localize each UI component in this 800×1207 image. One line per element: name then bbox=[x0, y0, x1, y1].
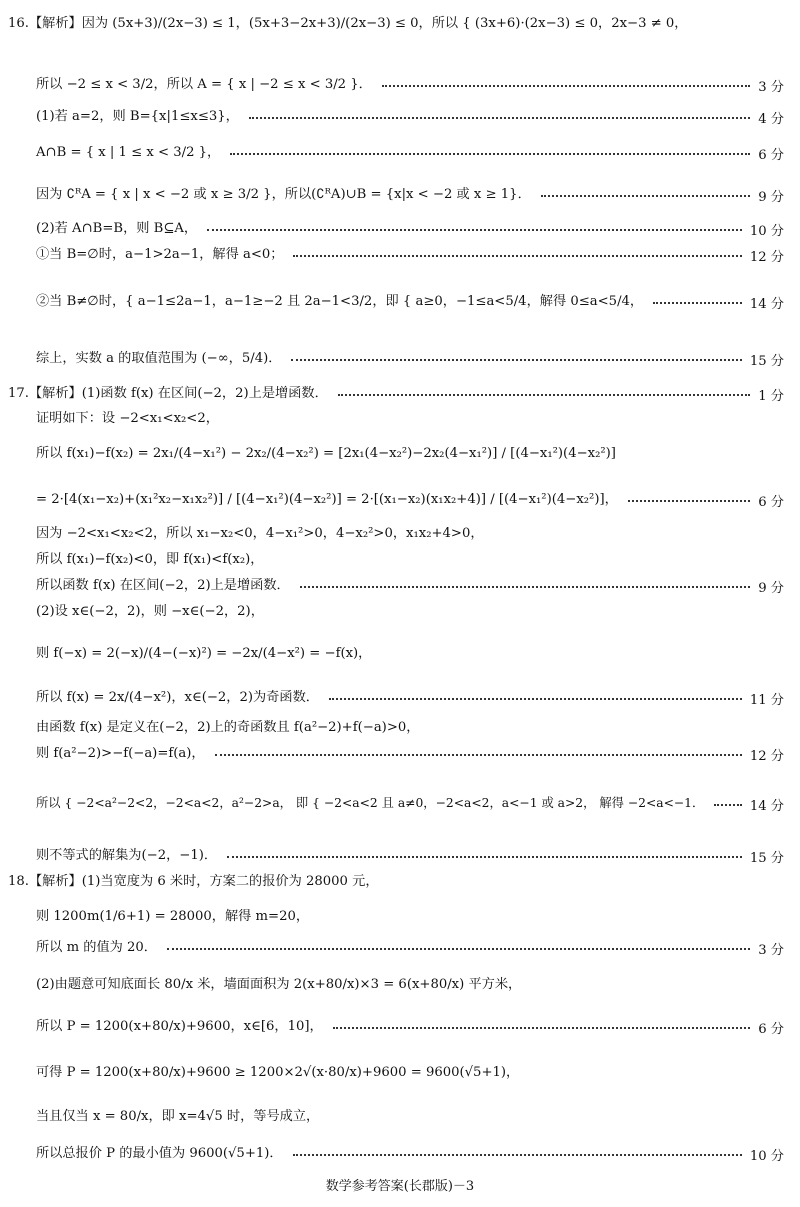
solution-line bbox=[0, 176, 800, 214]
solution-line bbox=[0, 478, 800, 522]
solution-line bbox=[0, 100, 800, 134]
score-mark: 15 分 bbox=[749, 353, 784, 369]
solution-text: (1)若 a=2，则 B={x|1≤x≤3}， bbox=[36, 109, 239, 125]
leader-dots bbox=[215, 754, 742, 756]
solution-line bbox=[0, 432, 800, 476]
solution-text: ①当 B=∅时，a−1>2a−1，解得 a<0； bbox=[36, 247, 284, 263]
leader-dots bbox=[227, 856, 742, 858]
solution-text: 16.【解析】因为 (5x+3)/(2x−3) ≤ 1，(5x+3−2x+3)/(2x−3) ≤ 0，所以 { (3x+6)·(2x−3) ≤ 0，2x−3 ≠ 0， bbox=[8, 16, 688, 32]
score-mark: 10 分 bbox=[749, 1148, 784, 1164]
score-mark: 6 分 bbox=[758, 1021, 784, 1037]
leader-dots bbox=[382, 85, 750, 87]
solution-line bbox=[0, 714, 800, 742]
solution-line bbox=[0, 740, 800, 768]
solution-text: 所以 −2 ≤ x < 3/2，所以 A = { x | −2 ≤ x < 3/2 }． bbox=[36, 77, 372, 93]
solution-text: (2)若 A∩B=B，则 B⊆A， bbox=[36, 221, 198, 237]
solution-line bbox=[0, 598, 800, 626]
solution-line bbox=[0, 1008, 800, 1046]
solution-line bbox=[0, 215, 800, 243]
solution-text: 所以 m 的值为 20． bbox=[36, 940, 157, 956]
solution-text: 18.【解析】(1)当宽度为 6 米时，方案二的报价为 28000 元， bbox=[8, 874, 379, 890]
solution-text: 所以函数 f(x) 在区间(−2，2)上是增函数． bbox=[36, 578, 290, 594]
solution-text: (2)设 x∈(−2，2)，则 −x∈(−2，2)， bbox=[36, 604, 264, 620]
leader-dots bbox=[541, 195, 750, 197]
score-mark: 10 分 bbox=[749, 223, 784, 239]
solution-line bbox=[0, 572, 800, 600]
score-mark: 4 分 bbox=[758, 111, 784, 127]
solution-text: 因为 ∁ᴿA = { x | x < −2 或 x ≥ 3/2 }，所以(∁ᴿA)∪B = {x|x < −2 或 x ≥ 1}． bbox=[36, 187, 531, 203]
solution-text: 所以 f(x₁)−f(x₂)<0，即 f(x₁)<f(x₂)， bbox=[36, 552, 264, 568]
score-mark: 9 分 bbox=[758, 580, 784, 596]
solution-line bbox=[0, 66, 800, 104]
score-mark: 6 分 bbox=[758, 147, 784, 163]
leader-dots bbox=[167, 948, 750, 950]
solution-text: = 2·[4(x₁−x₂)+(x₁²x₂−x₁x₂²)] / [(4−x₁²)(4−x₂²)] = 2·[(x₁−x₂)(x₁x₂+4)] / [(4−x₁²)(4−x₂²)]， bbox=[36, 492, 618, 508]
solution-text: (2)由题意可知底面长 80/x 米，墙面面积为 2(x+80/x)×3 = 6(x+80/x) 平方米， bbox=[36, 977, 522, 993]
score-mark: 14 分 bbox=[749, 296, 784, 312]
solution-line bbox=[0, 934, 800, 962]
solution-line bbox=[0, 1140, 800, 1168]
solution-line bbox=[0, 380, 800, 408]
leader-dots bbox=[329, 698, 742, 700]
leader-dots bbox=[714, 804, 742, 806]
leader-dots bbox=[291, 359, 741, 361]
leader-dots bbox=[293, 255, 741, 257]
solution-text: 所以 f(x₁)−f(x₂) = 2x₁/(4−x₁²) − 2x₂/(4−x₂²) = [2x₁(4−x₂²)−2x₂(4−x₁²)] / [(4−x₁²)(4−x₂²)] bbox=[36, 446, 616, 462]
leader-dots bbox=[293, 1154, 742, 1156]
leader-dots bbox=[333, 1027, 751, 1029]
solution-line bbox=[0, 1054, 800, 1092]
leader-dots bbox=[653, 302, 742, 304]
score-mark: 3 分 bbox=[758, 79, 784, 95]
solution-line bbox=[0, 405, 800, 433]
solution-text: 综上，实数 a 的取值范围为 (−∞，5/4)． bbox=[36, 351, 282, 367]
solution-text: 则 f(−x) = 2(−x)/(4−(−x)²) = −2x/(4−x²) = −f(x)， bbox=[36, 646, 372, 662]
solution-text: 可得 P = 1200(x+80/x)+9600 ≥ 1200×2√(x·80/x)+9600 = 9600(√5+1)， bbox=[36, 1065, 520, 1081]
score-mark: 1 分 bbox=[758, 388, 784, 404]
leader-dots bbox=[628, 500, 750, 502]
page-footer: 数学参考答案(长郡版)－3 bbox=[325, 1179, 475, 1194]
solution-line bbox=[0, 134, 800, 172]
score-mark: 6 分 bbox=[758, 494, 784, 510]
solution-line bbox=[0, 966, 800, 1004]
solution-text: A∩B = { x | 1 ≤ x < 3/2 }， bbox=[36, 145, 221, 161]
solution-text: 所以 f(x) = 2x/(4−x²)，x∈(−2，2)为奇函数． bbox=[36, 690, 319, 706]
solution-line bbox=[0, 842, 800, 870]
solution-text: 所以 { −2<a²−2<2，−2<a<2，a²−2>a， 即 { −2<a<2 且 a≠0，−2<a<2，a<−1 或 a>2， 解得 −2<a<−1． bbox=[36, 796, 705, 810]
solution-line bbox=[0, 632, 800, 676]
solution-line bbox=[0, 898, 800, 936]
solution-text: 则 f(a²−2)>−f(−a)=f(a)， bbox=[36, 746, 205, 762]
solution-text: 则不等式的解集为(−2，−1)． bbox=[36, 848, 218, 864]
score-mark: 3 分 bbox=[758, 942, 784, 958]
solution-text: 所以总报价 P 的最小值为 9600(√5+1)． bbox=[36, 1146, 283, 1162]
solution-line bbox=[0, 520, 800, 548]
solution-text: 由函数 f(x) 是定义在(−2，2)上的奇函数且 f(a²−2)+f(−a)>0， bbox=[36, 720, 420, 736]
solution-text: 当且仅当 x = 80/x，即 x=4√5 时，等号成立， bbox=[36, 1109, 320, 1125]
solution-line bbox=[0, 1098, 800, 1136]
solution-text: 所以 P = 1200(x+80/x)+9600，x∈[6，10]， bbox=[36, 1019, 323, 1035]
leader-dots bbox=[300, 586, 750, 588]
solution-line bbox=[0, 868, 800, 896]
solution-line bbox=[0, 768, 800, 840]
leader-dots bbox=[207, 229, 742, 231]
solution-line bbox=[0, 340, 800, 378]
leader-dots bbox=[338, 394, 750, 396]
solution-text: 因为 −2<x₁<x₂<2，所以 x₁−x₂<0，4−x₁²>0，4−x₂²>0，x₁x₂+4>0， bbox=[36, 526, 484, 542]
score-mark: 15 分 bbox=[749, 850, 784, 866]
score-mark: 11 分 bbox=[749, 692, 784, 708]
leader-dots bbox=[249, 117, 750, 119]
solution-text: ②当 B≠∅时，{ a−1≤2a−1，a−1≥−2 且 2a−1<3/2，即 { a≥0，−1≤a<5/4，解得 0≤a<5/4， bbox=[36, 294, 644, 310]
leader-dots bbox=[230, 153, 750, 155]
score-mark: 12 分 bbox=[749, 748, 784, 764]
solution-text: 则 1200m(1/6+1) = 28000，解得 m=20， bbox=[36, 909, 310, 925]
solution-text: 证明如下：设 −2<x₁<x₂<2， bbox=[36, 411, 219, 427]
solution-text: 17.【解析】(1)函数 f(x) 在区间(−2，2)上是增函数． bbox=[8, 386, 328, 402]
score-mark: 9 分 bbox=[758, 189, 784, 205]
score-mark: 14 分 bbox=[749, 798, 784, 814]
solution-line bbox=[0, 270, 800, 334]
solution-line bbox=[0, 241, 800, 269]
solution-line bbox=[0, 2, 800, 46]
score-mark: 12 分 bbox=[749, 249, 784, 265]
solution-line bbox=[0, 546, 800, 574]
